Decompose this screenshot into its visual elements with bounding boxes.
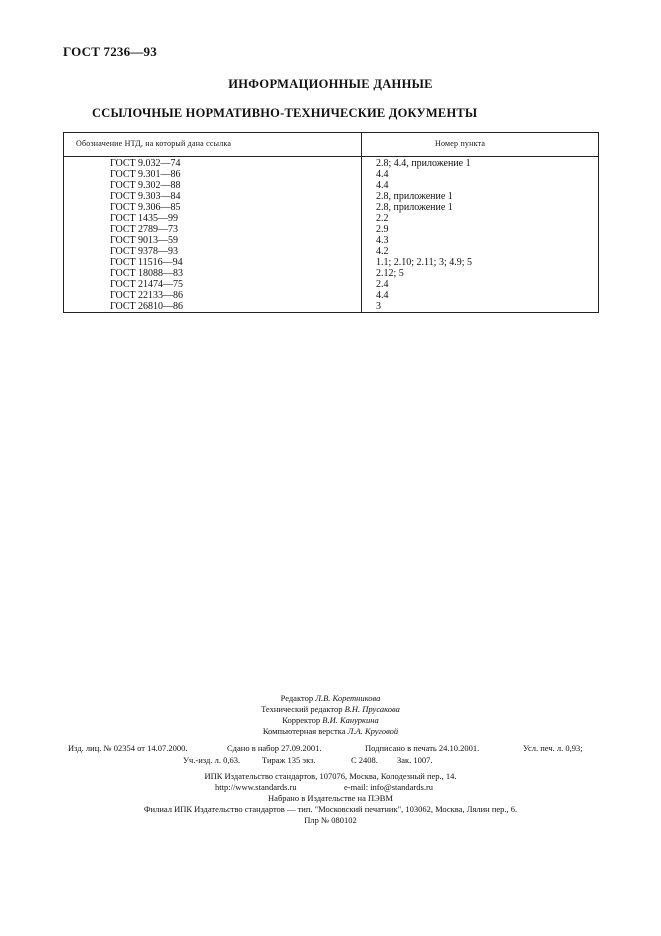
table-row-point: 2.4 <box>376 279 389 290</box>
print-sheets: Усл. печ. л. 0,93; <box>523 743 583 753</box>
website-link: http://www.standards.ru <box>215 782 297 792</box>
standard-number: 11516—94 <box>138 257 183 268</box>
plr-number: Плр № 080102 <box>304 815 357 825</box>
table-row-point: 2.12; 5 <box>376 268 404 279</box>
document-code: ГОСТ 7236—93 <box>63 44 157 59</box>
standard-number: 9.032—74 <box>138 158 181 169</box>
publisher-address: ИПК Издательство стандартов, 107076, Москва, Колодезный пер., 14. <box>204 771 457 781</box>
standard-prefix: ГОСТ <box>110 224 136 235</box>
pub-sheets: Уч.-изд. л. 0,63. <box>183 755 241 765</box>
table-row-point: 4.4 <box>376 169 389 180</box>
standard-number: 21474—75 <box>138 279 183 290</box>
table-row-point: 4.3 <box>376 235 389 246</box>
standard-number: 26810—86 <box>138 301 183 312</box>
standard-prefix: ГОСТ <box>110 301 136 312</box>
standard-number: 22133—86 <box>138 290 183 301</box>
table-row-standard <box>110 191 183 202</box>
standard-prefix: ГОСТ <box>110 279 136 290</box>
standards-column <box>110 158 183 312</box>
table-row-point: 2.2 <box>376 213 389 224</box>
corrector-label: Корректор <box>282 715 321 725</box>
table-row-standard <box>110 268 183 279</box>
license-text: Изд. лиц. № 02354 от 14.07.2000. <box>68 743 188 753</box>
standard-prefix: ГОСТ <box>110 191 136 202</box>
standard-number: 9.302—88 <box>138 180 181 191</box>
table-row-standard <box>110 224 183 235</box>
table-header <box>64 133 598 157</box>
table-row-point: 4.2 <box>376 246 389 257</box>
standard-number: 9378—93 <box>138 246 178 257</box>
email-text: e-mail: info@standards.ru <box>344 782 434 792</box>
layout-label: Компьютерная верстка <box>262 726 346 736</box>
branch-address: Филиал ИПК Издательство стандартов — тип. "Московский печатник", 103062, Москва, Лялин пер., 6. <box>143 804 518 814</box>
table-row-point: 2.8, приложение 1 <box>376 202 453 213</box>
table-row-point: 2.9 <box>376 224 389 235</box>
table-row-standard <box>110 213 183 224</box>
credit-corrector <box>0 715 661 725</box>
editor-name: Л.В. Коретникова <box>315 693 381 703</box>
standard-number: 9.301—86 <box>138 169 181 180</box>
header-document-designation: Обозначение НТД, на который дана ссылка <box>76 139 232 148</box>
tech-editor-name: В.Н. Прусакова <box>344 704 400 714</box>
credit-layout <box>0 726 661 736</box>
credit-tech-editor <box>0 704 661 714</box>
table-row-standard <box>110 169 183 180</box>
reference-table <box>63 132 599 313</box>
table-row-point: 2.8; 4.4, приложение 1 <box>376 158 471 169</box>
standard-prefix: ГОСТ <box>110 180 136 191</box>
typeset-date: Сдано в набор 27.09.2001. <box>227 743 322 753</box>
standard-number: 1435—99 <box>138 213 178 224</box>
standard-prefix: ГОСТ <box>110 235 136 246</box>
column-divider <box>361 133 362 312</box>
standard-prefix: ГОСТ <box>110 290 136 301</box>
standard-number: 2789—73 <box>138 224 178 235</box>
signed-date: Подписано в печать 24.10.2001. <box>365 743 480 753</box>
table-row-standard <box>110 202 183 213</box>
table-row-standard <box>110 180 183 191</box>
heading-reference-documents: ССЫЛОЧНЫЕ НОРМАТИВНО-ТЕХНИЧЕСКИЕ ДОКУМЕНТЫ <box>92 106 478 120</box>
corrector-name: В.И. Кануркина <box>322 715 379 725</box>
table-row-standard <box>110 290 183 301</box>
table-row-point: 3 <box>376 301 381 312</box>
c-number: С 2408. <box>351 755 378 765</box>
header-item-number: Номер пункта <box>435 139 486 148</box>
circulation: Тираж 135 экз. <box>262 755 316 765</box>
standard-number: 9013—59 <box>138 235 178 246</box>
standard-prefix: ГОСТ <box>110 158 136 169</box>
table-row-point: 1.1; 2.10; 2.11; 3; 4.9; 5 <box>376 257 473 268</box>
table-row-standard <box>110 235 183 246</box>
table-row-standard <box>110 158 183 169</box>
table-row-standard <box>110 301 183 312</box>
standard-prefix: ГОСТ <box>110 257 136 268</box>
standard-number: 9.303—84 <box>138 191 181 202</box>
table-row-point: 4.4 <box>376 290 389 301</box>
credit-editor <box>0 693 661 703</box>
standard-prefix: ГОСТ <box>110 246 136 257</box>
layout-name: Л.А. Круговой <box>347 726 399 736</box>
standard-number: 18088—83 <box>138 268 183 279</box>
order-number: Зак. 1007. <box>397 755 433 765</box>
table-row-standard <box>110 246 183 257</box>
table-row-standard <box>110 257 183 268</box>
points-column <box>376 158 472 312</box>
table-row-standard <box>110 279 183 290</box>
standard-prefix: ГОСТ <box>110 202 136 213</box>
typed-note: Набрано в Издательстве на ПЭВМ <box>268 793 393 803</box>
standard-number: 9.306—85 <box>138 202 181 213</box>
table-row-point: 2.8, приложение 1 <box>376 191 453 202</box>
heading-info-data: ИНФОРМАЦИОННЫЕ ДАННЫЕ <box>228 77 433 91</box>
tech-editor-label: Технический редактор <box>261 704 343 714</box>
standard-prefix: ГОСТ <box>110 268 136 279</box>
editor-label: Редактор <box>280 693 314 703</box>
standard-prefix: ГОСТ <box>110 213 136 224</box>
table-row-point: 4.4 <box>376 180 389 191</box>
standard-prefix: ГОСТ <box>110 169 136 180</box>
